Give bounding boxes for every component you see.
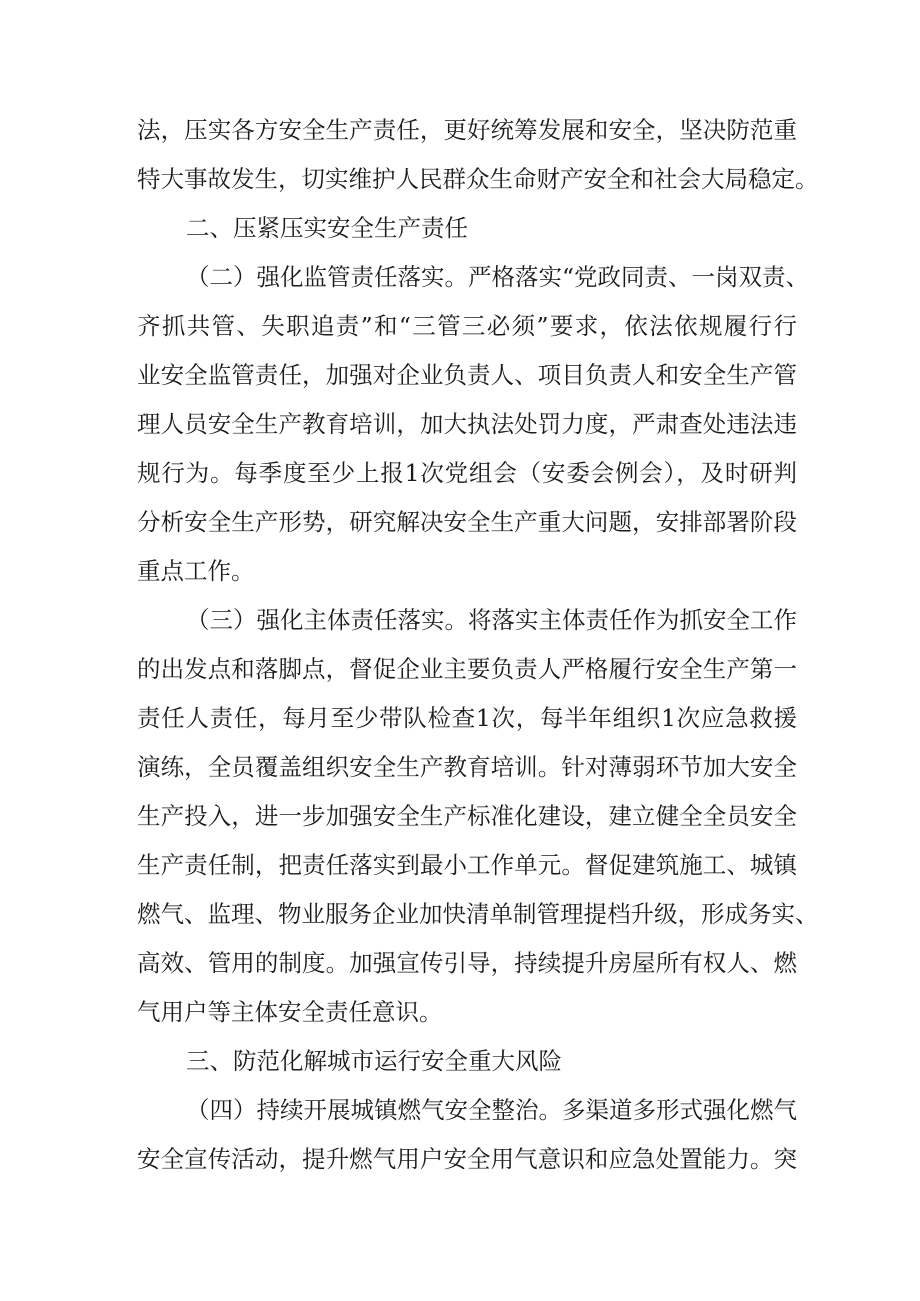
paragraph-lead-line: （三）强化主体责任落实。将落实主体责任作为抓安全工作 [186,606,797,634]
body-text-line: 齐抓共管、失职追责”和“三管三必须”要求，依法依规履行行 [137,312,797,340]
body-text-line: 生产投入，进一步加强安全生产标准化建设，建立健全全员安全 [137,802,797,830]
body-text-line: 的出发点和落脚点，督促企业主要负责人严格履行安全生产第一 [137,655,797,683]
body-text-line: 责任人责任，每月至少带队检查1次，每半年组织1次应急救援 [137,704,797,732]
paragraph-lead-line: （四）持续开展城镇燃气安全整治。多渠道多形式强化燃气 [186,1096,797,1124]
body-text-line: 气用户等主体安全责任意识。 [137,998,443,1026]
body-text-line: 燃气、监理、物业服务企业加快清单制管理提档升级，形成务实、 [137,900,819,928]
body-text-line: 高效、管用的制度。加强宣传引导，持续提升房屋所有权人、燃 [137,949,797,977]
body-text-line: 安全宣传活动，提升燃气用户安全用气意识和应急处置能力。突 [137,1145,797,1173]
body-text-line: 生产责任制，把责任落实到最小工作单元。督促建筑施工、城镇 [137,851,797,879]
body-text-line: 规行为。每季度至少上报1次党组会（安委会例会），及时研判 [137,459,797,487]
body-text-line: 法，压实各方安全生产责任，更好统筹发展和安全，坚决防范重 [137,116,797,144]
body-text-line: 业安全监管责任，加强对企业负责人、项目负责人和安全生产管 [137,361,797,389]
paragraph-lead-line: （二）强化监管责任落实。严格落实“党政同责、一岗双责、 [186,263,810,291]
body-text-line: 演练，全员覆盖组织安全生产教育培训。针对薄弱环节加大安全 [137,753,797,781]
section-heading: 二、压紧压实安全生产责任 [186,214,468,242]
body-text-line: 分析安全生产形势，研究解决安全生产重大问题，安排部署阶段 [137,508,797,536]
body-text-line: 理人员安全生产教育培训，加大执法处罚力度，严肃查处违法违 [137,410,797,438]
section-heading: 三、防范化解城市运行安全重大风险 [186,1047,562,1075]
body-text-line: 重点工作。 [137,557,255,585]
body-text-line: 特大事故发生，切实维护人民群众生命财产安全和社会大局稳定。 [137,165,819,193]
